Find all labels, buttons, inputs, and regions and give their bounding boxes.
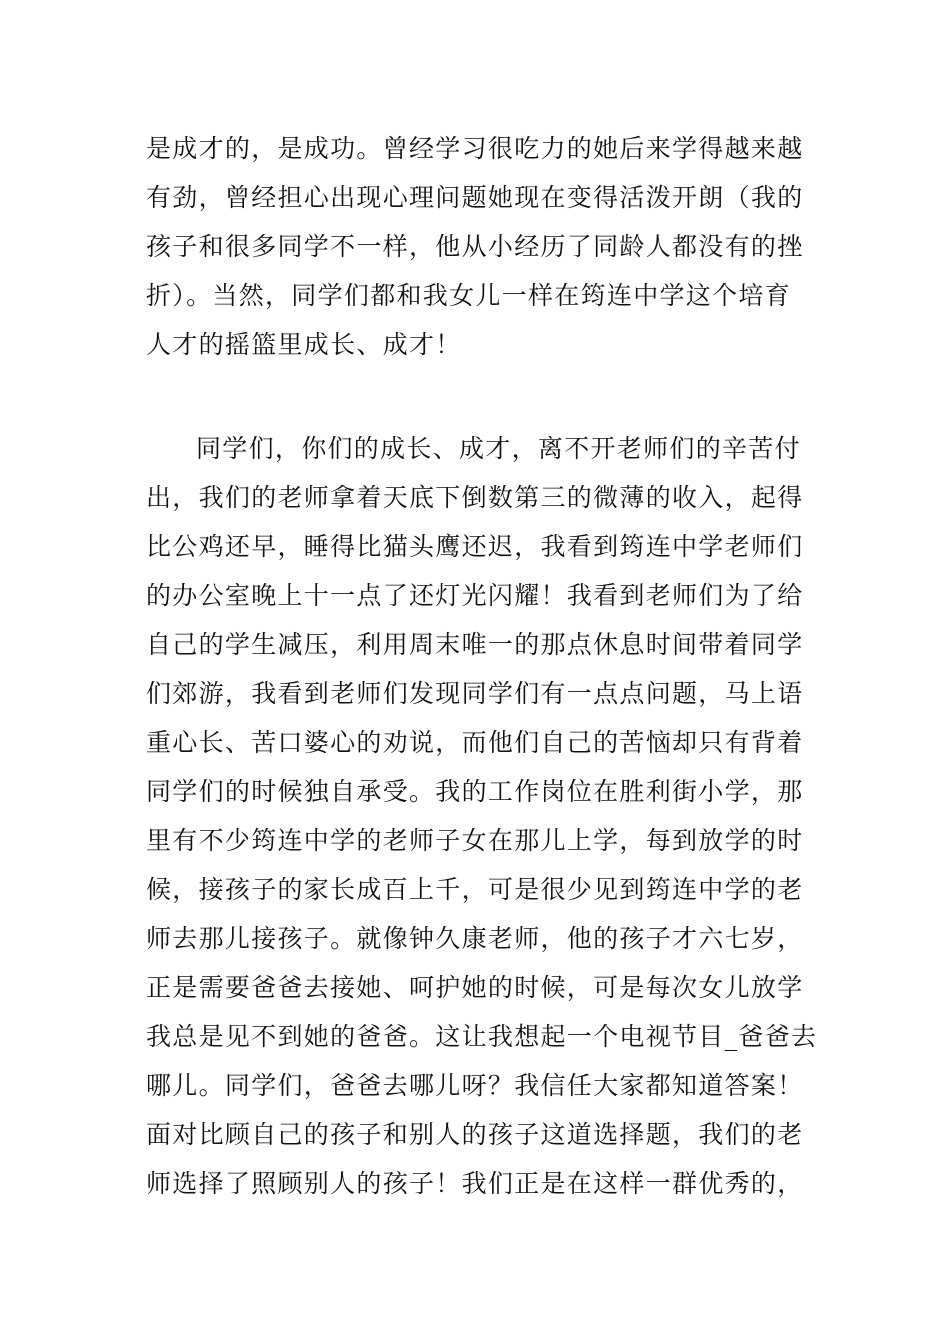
text-line: 重心长、苦口婆心的劝说，而他们自己的苦恼却只有背着 (146, 728, 804, 757)
text-line: 师选择了照顾别人的孩子！我们正是在这样一群优秀的， (146, 1169, 804, 1198)
text-line: 我总是见不到她的爸爸。这让我想起一个电视节目_爸爸去 (146, 1022, 818, 1051)
text-line: 孩子和很多同学不一样，他从小经历了同龄人都没有的挫 (146, 232, 804, 261)
paragraph-2 (146, 424, 816, 1208)
text-line: 哪儿。同学们，爸爸去哪儿呀？我信任大家都知道答案！ (146, 1071, 804, 1100)
text-line: 自己的学生减压，利用周末唯一的那点休息时间带着同学 (146, 630, 804, 659)
paragraph-1 (146, 124, 816, 369)
text-line: 比公鸡还早，睡得比猫头鹰还迟，我看到筠连中学老师们 (146, 532, 804, 561)
text-line: 同学们，你们的成长、成才，离不开老师们的辛苦付 (196, 434, 801, 463)
text-line: 们郊游，我看到老师们发现同学们有一点点问题，马上语 (146, 679, 804, 708)
text-line: 有劲，曾经担心出现心理问题她现在变得活泼开朗（我的 (146, 183, 804, 212)
text-line: 出，我们的老师拿着天底下倒数第三的微薄的收入，起得 (146, 483, 804, 512)
text-line: 的办公室晚上十一点了还灯光闪耀！我看到老师们为了给 (146, 581, 804, 610)
text-line: 面对比顾自己的孩子和别人的孩子这道选择题，我们的老 (146, 1120, 804, 1149)
text-line: 是成才的，是成功。曾经学习很吃力的她后来学得越来越 (146, 134, 804, 163)
text-line: 候，接孩子的家长成百上千，可是很少见到筠连中学的老 (146, 875, 804, 904)
text-line: 人才的摇篮里成长、成才！ (146, 330, 462, 359)
text-line: 里有不少筠连中学的老师子女在那儿上学，每到放学的时 (146, 826, 804, 855)
text-line: 折）。当然，同学们都和我女儿一样在筠连中学这个培育 (146, 281, 792, 310)
text-line: 师去那儿接孩子。就像钟久康老师，他的孩子才六七岁， (146, 924, 804, 953)
text-line: 同学们的时候独自承受。我的工作岗位在胜利街小学，那 (146, 777, 804, 806)
text-line: 正是需要爸爸去接她、呵护她的时候，可是每次女儿放学 (146, 973, 804, 1002)
